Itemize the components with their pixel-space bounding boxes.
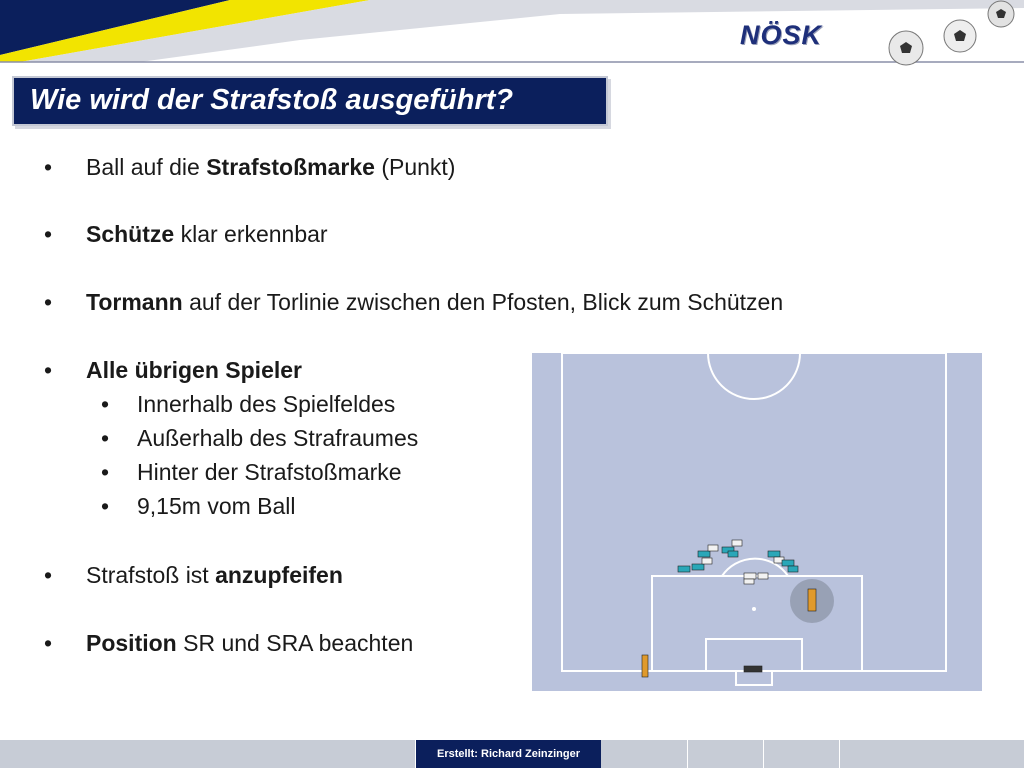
footer-cell — [764, 740, 840, 768]
header-swoosh — [0, 0, 1024, 70]
footer-cell — [840, 740, 1024, 768]
bullet-marker: • — [44, 562, 53, 588]
sub-bullet-item: • Innerhalb des Spielfeldes — [101, 391, 396, 417]
sub-bullet-item: • Hinter der Strafstoßmarke — [101, 459, 402, 485]
sub-bullet-item: • 9,15m vom Ball — [101, 493, 296, 519]
bullet-marker: • — [101, 459, 110, 485]
soccer-ball-icon — [874, 0, 1024, 70]
slide-header — [0, 0, 1024, 70]
bullet-item: • Alle übrigen Spieler — [44, 357, 302, 383]
pitch-svg — [532, 353, 982, 691]
slide-footer — [0, 740, 1024, 768]
brand-logo: NÖSK — [740, 20, 823, 50]
footer-credit: Erstellt: Richard Zeinzinger — [416, 740, 601, 768]
bullet-item: • Ball auf die Strafstoßmarke (Punkt) — [44, 154, 456, 180]
bullet-item: • Strafstoß ist anzupfeifen — [44, 562, 343, 588]
footer-cell — [601, 740, 688, 768]
bullet-item: • Tormann auf der Torlinie zwischen den Pfosten, Blick zum Schützen — [44, 289, 784, 315]
bullet-marker: • — [101, 493, 110, 519]
bullet-marker: • — [44, 357, 53, 383]
penalty-kick-diagram — [532, 353, 982, 691]
sub-bullet-item: • Außerhalb des Strafraumes — [101, 425, 419, 451]
bullet-marker: • — [44, 630, 53, 656]
bullet-marker: • — [44, 221, 53, 247]
bullet-marker: • — [44, 289, 53, 315]
footer-cell — [0, 740, 416, 768]
footer-cell — [688, 740, 764, 768]
bullet-marker: • — [101, 391, 110, 417]
slide-title-box — [12, 76, 608, 126]
slide-title: Wie wird der Strafstoß ausgeführt? — [30, 84, 514, 116]
bullet-item: • Schütze klar erkennbar — [44, 221, 328, 247]
bullet-marker: • — [44, 154, 53, 180]
bullet-marker: • — [101, 425, 110, 451]
bullet-item: • Position SR und SRA beachten — [44, 630, 414, 656]
